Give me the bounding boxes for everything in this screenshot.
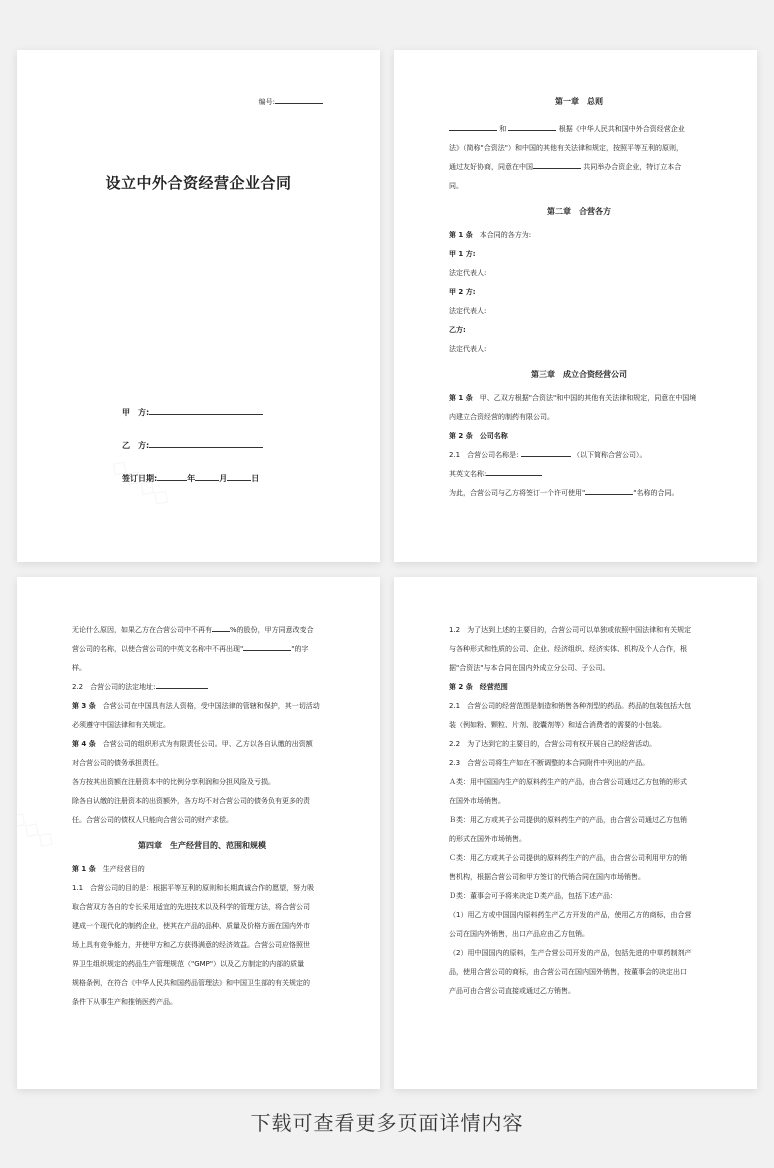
day-blank	[227, 471, 251, 481]
p4-line-5: 装（例如粉、颗粒、片剂、胶囊剂等）和适合消费者的需要的小包装。	[449, 721, 666, 729]
party-b-blank	[149, 438, 263, 448]
chapter-3-heading: 第三章 成立合资经营公司	[531, 370, 627, 379]
p3-c4-article-1: 第 1 条 生产经营目的	[72, 865, 145, 873]
c3-article-2: 第 2 条 公司名称	[449, 432, 508, 440]
p4-line-2: 与各种形式和性质的公司、企业、经济组织、经济实体、机构及个人合作，根	[449, 645, 687, 653]
p4-article-2: 第 2 条 经营范围	[449, 683, 508, 691]
p4-line-17: （2）用中国国内的原料，生产合营公司开发的产品，包括先进的中草药制剂产	[449, 949, 692, 957]
p4-line-13: 售机构，根据合营公司和甲方签订的代销合同在国内市场销售。	[449, 873, 645, 881]
party-a-blank	[149, 405, 263, 415]
p3-line-10: 除各自认缴的注册资本的出资额外，各方均不对合营公司的债务负有更多的责	[72, 797, 310, 805]
party-a2: 甲 2 方:	[449, 288, 476, 296]
page-3-content	[72, 621, 332, 1012]
number-blank	[275, 94, 323, 104]
p3-para-2: 取合营双方各自的专长采用适宜的先进技术以及科学的管理方法，将合营公司	[72, 903, 310, 911]
p4-line-10: Ｂ类：用乙方或其子公司提供的原料药生产的产品，由合营公司通过乙方包销	[449, 816, 687, 824]
c3-license: 为此，合营公司与乙方将签订一个许可使用" "名称的合同。	[449, 484, 709, 503]
sign-date-row	[122, 471, 259, 484]
p4-line-4: 2.1 合营公司的经营范围是制造和销售各种剂型的药品。药品的包装包括大包	[449, 702, 692, 710]
page-title: 设立中外合资经营企业合同	[105, 174, 292, 192]
p4-line-8: Ａ类：用中国国内生产的原料药生产的产品，由合营公司通过乙方包销的形式	[449, 778, 687, 786]
p4-line-6: 2.2 为了达到它的主要目的，合营公司有权开展自己的经营活动。	[449, 740, 657, 748]
ch1-line-4: 同。	[449, 182, 463, 190]
month-label: 月	[219, 474, 228, 483]
p3-line-4: 2.2 合营公司的法定地址:	[72, 678, 332, 697]
p4-line-7: 2.3 合营公司将生产如在不断调整的本合同附件中列出的产品。	[449, 759, 650, 767]
p3-para-7: 条件下从事生产和推销医药产品。	[72, 998, 177, 1006]
p4-line-12: Ｃ类：用乙方或其子公司提供的原料药生产的产品，由合营公司利用甲方的销	[449, 854, 687, 862]
sign-date-label: 签订日期:	[122, 474, 158, 483]
party-a-label: 甲 方:	[122, 408, 150, 417]
p3-para-1: 1.1 合营公司的目的是：根据平等互利的原则和长期真诚合作的愿望，努力吸	[72, 884, 315, 892]
party-b-label: 乙 方:	[122, 441, 150, 450]
page-3	[17, 577, 380, 1089]
number-label: 编号:	[258, 98, 275, 106]
month-blank	[195, 471, 219, 481]
download-more-caption: 下载可查看更多页面详情内容	[250, 1111, 524, 1135]
p4-line-9: 在国外市场销售。	[449, 797, 505, 805]
party-a1: 甲 1 方:	[449, 250, 476, 258]
chapter-1-heading: 第一章 总则	[555, 97, 603, 106]
page-2-content	[449, 92, 709, 503]
p4-line-1: 1.2 为了达到上述的主要目的，合营公司可以单独或依照中国法律和有关规定	[449, 626, 692, 634]
p3-article-4: 第 4 条 合营公司的组织形式为有限责任公司。甲、乙方以各自认缴的出资额	[72, 740, 313, 748]
ch1-line-1: 和 根据《中华人民共和国中外合资经营企业	[449, 120, 709, 139]
page-4-content	[449, 621, 709, 1001]
page-2	[394, 50, 757, 562]
chapter-2-heading: 第二章 合营各方	[547, 207, 611, 216]
c3-article-1: 第 1 条 甲、乙双方根据"合资法"和中国的其他有关法律和规定，同意在中国境	[449, 394, 697, 402]
year-label: 年	[187, 474, 196, 483]
p4-line-18: 品，使用合营公司的商标，由合营公司在国内国外销售，按董事会的决定出口	[449, 968, 687, 976]
watermark	[17, 805, 60, 855]
p3-article-3: 第 3 条 合营公司在中国具有法人资格，受中国法律的管辖和保护，其一切活动	[72, 702, 320, 710]
party-b-row	[122, 438, 263, 451]
p3-para-5: 界卫生组织规定的药品生产管理规范（"GMP"）以及乙方制定的内部的质量	[72, 960, 305, 968]
day-label: 日	[251, 474, 260, 483]
p4-line-3: 据"合资法"与本合同在国内外成立分公司、子公司。	[449, 664, 610, 672]
p3-para-4: 场上具有竞争能力，并使甲方和乙方获得满意的经济效益。合营公司应恪照世	[72, 941, 310, 949]
rep-2: 法定代表人:	[449, 307, 487, 315]
p3-line-11: 任。合营公司的债权人只能向合营公司的财产求偿。	[72, 816, 233, 824]
p4-line-19: 产品可由合营公司直接或通过乙方销售。	[449, 987, 575, 995]
c3-2-1: 2.1 合营公司名称是: （以下简称合营公司）。	[449, 446, 709, 465]
rep-1: 法定代表人:	[449, 269, 487, 277]
contract-number	[259, 94, 323, 107]
party-b: 乙方:	[449, 326, 466, 334]
article-1: 第 1 条 本合同的各方为:	[449, 231, 532, 239]
ch1-line-2: 法》（简称"合资法"）和中国的其他有关法律和规定，按照平等互利的原则，	[449, 144, 683, 152]
chapter-4-heading: 第四章 生产经营目的、范围和规模	[138, 841, 266, 850]
p4-line-15: （1）用乙方或中国国内原料药生产乙方开发的产品，使用乙方的商标，由合营	[449, 911, 692, 919]
p4-line-11: 的形式在国外市场销售。	[449, 835, 526, 843]
ch1-line-3: 通过友好协商，同意在中国 共同举办合资企业，特订立本合	[449, 158, 709, 177]
page-cover	[17, 50, 380, 562]
p3-line-8: 对合营公司的债务承担责任。	[72, 759, 163, 767]
rep-3: 法定代表人:	[449, 345, 487, 353]
p3-para-3: 建成一个现代化的制药企业，使其在产品的品种、质量及价格方面在国内外市	[72, 922, 310, 930]
p4-line-16: 公司在国内外销售，出口产品应由乙方包销。	[449, 930, 589, 938]
c3-english-name: 其英文名称:	[449, 465, 709, 484]
p4-line-14: Ｄ类：董事会可予将来决定Ｄ类产品，包括下述产品：	[449, 892, 617, 900]
p3-line-3: 样。	[72, 664, 86, 672]
year-blank	[157, 471, 187, 481]
p3-line-6: 必须遵守中国法律和有关规定。	[72, 721, 170, 729]
p3-line-9: 各方按其出资额在注册资本中的比例分享利润和分担风险及亏损。	[72, 778, 275, 786]
page-4	[394, 577, 757, 1089]
p3-line-1: 无论什么原因，如果乙方在合营公司中不再有 %的股份，甲方同意改变合	[72, 621, 332, 640]
c3-article-1-cont: 内建立合资经营的制药有限公司。	[449, 413, 554, 421]
p3-line-2: 营公司的名称，以使合营公司的中英文名称中不再出现" "的字	[72, 640, 332, 659]
party-a-row	[122, 405, 263, 418]
p3-para-6: 规格条例，在符合《中华人民共和国药品管理法》和中国卫生部的有关规定的	[72, 979, 310, 987]
